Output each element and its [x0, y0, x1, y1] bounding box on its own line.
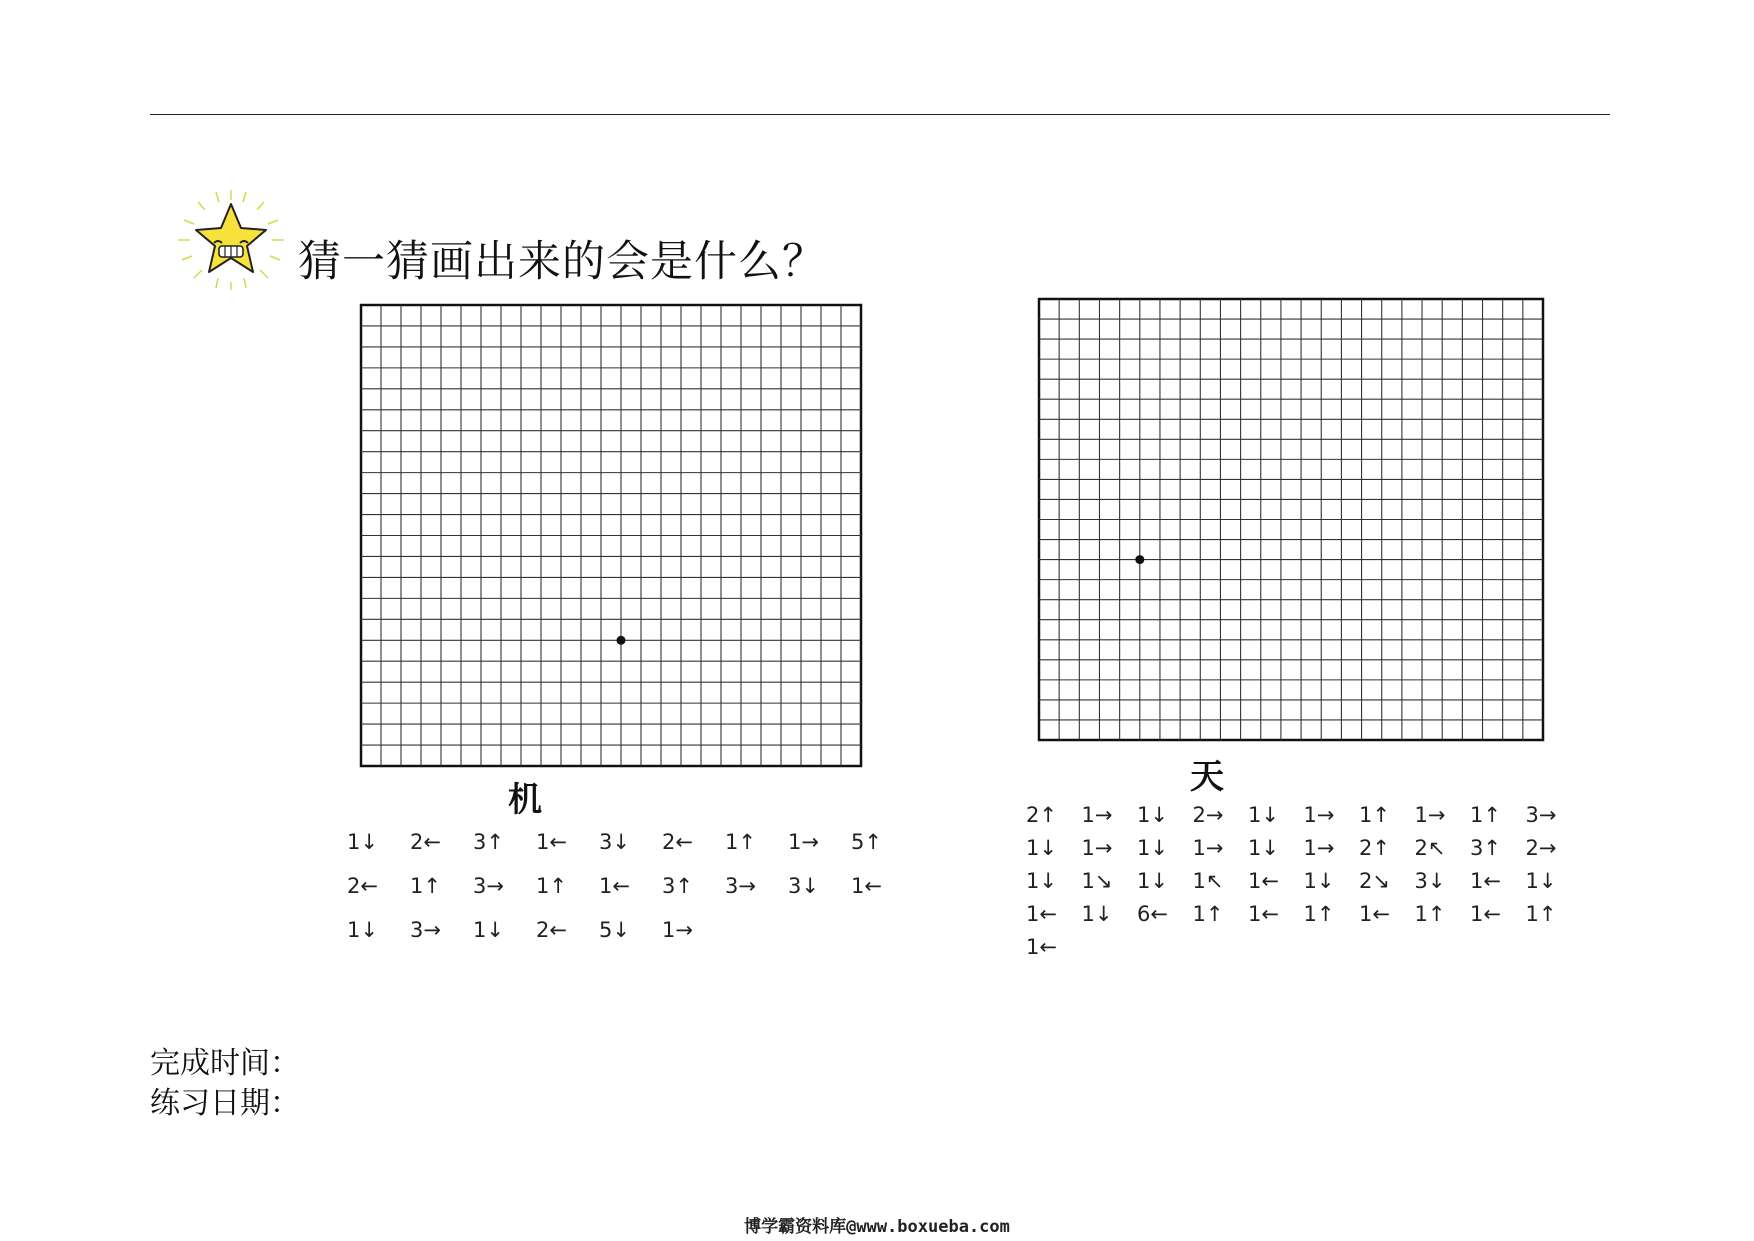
start-point	[1135, 555, 1144, 564]
step-item: 3↑	[473, 830, 504, 854]
step-item: 1↓	[1081, 902, 1113, 926]
step-item: 1↑	[410, 874, 441, 898]
step-item: 1↓	[1248, 803, 1279, 827]
step-item: 3→	[473, 874, 504, 898]
step-item: 1↑	[1525, 902, 1557, 926]
page-title: 猜一猜画出来的会是什么？	[298, 237, 826, 287]
step-item: 1→	[1303, 836, 1335, 860]
smiling-star-icon	[176, 188, 286, 292]
step-item: 1←	[599, 874, 630, 898]
step-item: 5↓	[599, 918, 630, 942]
step-item: 1→	[662, 918, 693, 942]
step-item: 1←	[1026, 902, 1057, 926]
step-item: 3↓	[1414, 869, 1446, 893]
step-item: 2→	[1192, 803, 1224, 827]
step-item: 1←	[1470, 869, 1501, 893]
step-item: 1→	[1414, 803, 1446, 827]
step-item: 2↑	[1026, 803, 1057, 827]
step-item: 1→	[1303, 803, 1335, 827]
step-item: 1→	[1081, 803, 1113, 827]
step-item: 1↓	[1137, 869, 1168, 893]
step-item: 2↑	[1359, 836, 1390, 860]
start-point	[617, 636, 626, 645]
watermark: 博学霸资料库@www.boxueba.com	[744, 1217, 1010, 1237]
step-item: 1↑	[1470, 803, 1501, 827]
step-item: 1↑	[1414, 902, 1446, 926]
grid-paper-tian[interactable]	[1036, 296, 1546, 743]
step-item: 1↓	[1137, 836, 1168, 860]
step-item: 2←	[410, 830, 441, 854]
step-item: 1↖	[1192, 869, 1224, 893]
step-item: 3↓	[599, 830, 630, 854]
step-item: 1→	[1192, 836, 1224, 860]
step-item: 1←	[536, 830, 567, 854]
step-item: 2←	[662, 830, 693, 854]
step-item: 2↖	[1414, 836, 1446, 860]
step-item: 1↘	[1081, 869, 1113, 893]
step-item: 1↓	[1026, 836, 1057, 860]
step-item: 3→	[410, 918, 441, 942]
step-item: 3→	[1525, 803, 1557, 827]
grid-paper-ji[interactable]	[358, 302, 864, 769]
step-item: 1←	[851, 874, 882, 898]
step-item: 1↓	[1303, 869, 1335, 893]
header-rule	[150, 114, 1610, 115]
step-item: 1↓	[347, 918, 378, 942]
completion-time-label: 完成时间：	[150, 1046, 300, 1081]
step-item: 6←	[1137, 902, 1168, 926]
step-item: 1←	[1470, 902, 1501, 926]
step-item: 3→	[725, 874, 756, 898]
step-item: 1↑	[1192, 902, 1224, 926]
step-item: 3↓	[788, 874, 819, 898]
step-item: 1←	[1248, 869, 1279, 893]
step-item: 1→	[788, 830, 819, 854]
practice-date-label: 练习日期：	[150, 1086, 300, 1121]
step-item: 1↓	[1525, 869, 1557, 893]
step-item: 5↑	[851, 830, 882, 854]
step-item: 2←	[347, 874, 378, 898]
step-item: 2←	[536, 918, 567, 942]
step-item: 1↓	[1026, 869, 1057, 893]
step-item: 1↑	[1303, 902, 1335, 926]
step-item: 1↑	[1359, 803, 1390, 827]
step-item: 1↓	[347, 830, 378, 854]
step-item: 1←	[1359, 902, 1390, 926]
step-item: 3↑	[662, 874, 693, 898]
step-item: 1↑	[536, 874, 567, 898]
puzzle-label-tian: 天	[1190, 757, 1224, 797]
step-item: 1↓	[1137, 803, 1168, 827]
step-item: 3↑	[1470, 836, 1501, 860]
step-item: 1↑	[725, 830, 756, 854]
step-item: 1↓	[1248, 836, 1279, 860]
puzzle-label-ji: 机	[508, 780, 542, 820]
step-item: 1←	[1248, 902, 1279, 926]
step-item: 1→	[1081, 836, 1113, 860]
step-item: 2↘	[1359, 869, 1390, 893]
step-item: 2→	[1525, 836, 1557, 860]
step-item: 1↓	[473, 918, 504, 942]
step-item: 1←	[1026, 935, 1057, 959]
